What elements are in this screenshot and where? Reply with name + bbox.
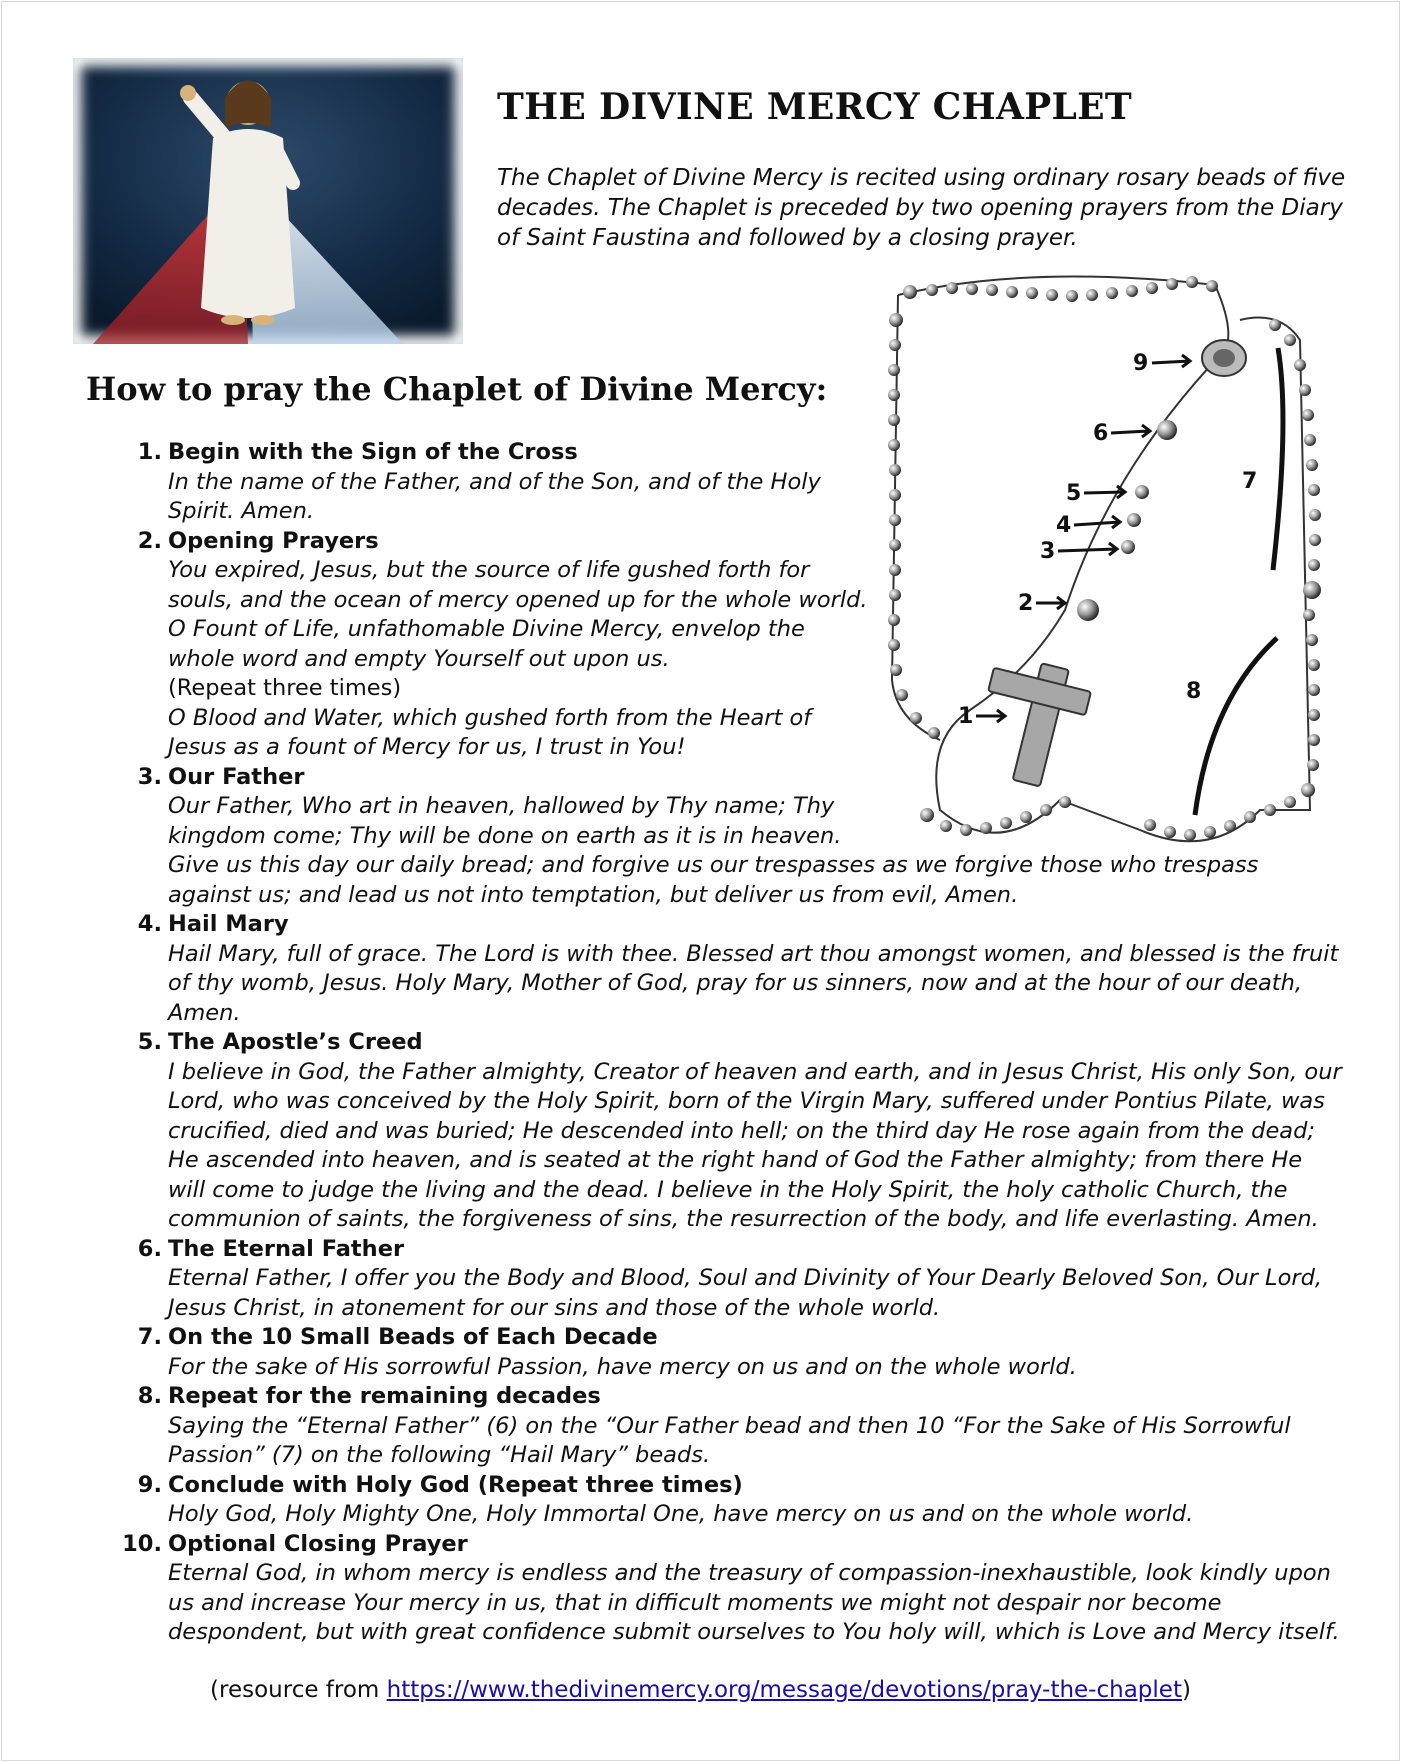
step-6 bbox=[118, 1235, 1343, 1324]
step-5 bbox=[118, 1028, 1343, 1235]
step-number: 5. bbox=[137, 1029, 162, 1055]
step-text: In the name of the Father, and of the Son, and of the Holy Spirit. Amen. bbox=[168, 468, 821, 524]
step-text-2: O Blood and Water, which gushed forth from the Heart of Jesus as a fount of Mercy for us, I trust in You! bbox=[168, 704, 812, 760]
step-10 bbox=[118, 1530, 1343, 1648]
step-title: Opening Prayers bbox=[168, 527, 379, 554]
step-number: 4. bbox=[137, 911, 162, 937]
step-text: Eternal Father, I offer you the Body and Blood, Soul and Divinity of Your Dearly Beloved Son, Our Lord, Jesus Christ, in atonement for our sins and those of the whole world. bbox=[168, 1265, 1323, 1321]
step-number: 7. bbox=[137, 1324, 162, 1350]
step-4 bbox=[118, 910, 1343, 1028]
step-8 bbox=[118, 1382, 1343, 1471]
source-suffix: ) bbox=[1181, 1677, 1191, 1703]
step-9 bbox=[118, 1471, 1343, 1530]
label-9: 9 bbox=[1133, 351, 1149, 376]
label-7: 7 bbox=[1242, 469, 1258, 494]
steps-list bbox=[118, 438, 1343, 1648]
step-text: For the sake of His sorrowful Passion, have mercy on us and on the whole world. bbox=[168, 1353, 1077, 1380]
step-title: The Eternal Father bbox=[168, 1235, 405, 1262]
step-text: Hail Mary, full of grace. The Lord is with thee. Blessed art thou amongst women, and blessed is the fruit of thy womb, Jesus. Holy Mary, Mother of God, pray for us sinners, now and at the hour of our death, Amen. bbox=[168, 940, 1339, 1026]
step-2 bbox=[118, 527, 1343, 763]
step-text-2: Give us this day our daily bread; and forgive us our trespasses as we forgive those who trespass against us; and lead us not into temptation, but deliver us from evil, Amen. bbox=[168, 852, 1259, 908]
section-heading: How to pray the Chaplet of Divine Mercy: bbox=[86, 370, 828, 408]
step-note: (Repeat three times) bbox=[168, 675, 402, 701]
medal bbox=[1202, 340, 1246, 376]
step-title: Conclude with Holy God (Repeat three times) bbox=[168, 1471, 743, 1498]
label-6: 6 bbox=[1093, 421, 1109, 446]
step-7 bbox=[118, 1323, 1343, 1382]
step-3 bbox=[118, 763, 1343, 911]
step-number: 1. bbox=[137, 439, 162, 465]
source-prefix: (resource from bbox=[210, 1677, 387, 1703]
step-title: Optional Closing Prayer bbox=[168, 1530, 468, 1557]
step-title: Begin with the Sign of the Cross bbox=[168, 439, 578, 465]
label-5: 5 bbox=[1066, 481, 1082, 506]
label-1: 1 bbox=[958, 704, 974, 729]
step-title: Hail Mary bbox=[168, 911, 289, 937]
step-number: 9. bbox=[137, 1471, 162, 1498]
step-title: On the 10 Small Beads of Each Decade bbox=[168, 1324, 658, 1350]
step-text: Eternal God, in whom mercy is endless and the treasury of compassion-inexhaustible, look kindly upon us and increase Your mercy in us, that in difficult moments we might not despair nor become despondent, but with great confidence submit ourselves to You holy will, which is Love and Mercy itself. bbox=[168, 1560, 1340, 1645]
step-number: 2. bbox=[137, 527, 162, 554]
step-number: 10. bbox=[122, 1530, 162, 1557]
step-title: Our Father bbox=[168, 763, 305, 790]
step-number: 8. bbox=[137, 1383, 162, 1409]
step-number: 3. bbox=[137, 763, 162, 790]
divine-mercy-image bbox=[73, 58, 463, 344]
label-3: 3 bbox=[1040, 539, 1056, 564]
step-text: Our Father, Who art in heaven, hallowed by Thy name; Thy kingdom come; Thy will be done on earth as it is in heaven. bbox=[168, 793, 842, 849]
step-text: You expired, Jesus, but the source of life gushed forth for souls, and the ocean of mercy opened up for the whole world. O Fount of Life, unfathomable Divine Mercy, envelop the whole word and empty Yourself out upon us. bbox=[168, 557, 868, 672]
label-8: 8 bbox=[1186, 679, 1202, 704]
step-number: 6. bbox=[137, 1235, 162, 1262]
source-link[interactable]: https://www.thedivinemercy.org/message/devotions/pray-the-chaplet bbox=[386, 1677, 1182, 1703]
step-title: Repeat for the remaining decades bbox=[168, 1383, 601, 1409]
step-text: Holy God, Holy Mighty One, Holy Immortal One, have mercy on us and on the whole world. bbox=[168, 1501, 1194, 1527]
step-text: I believe in God, the Father almighty, Creator of heaven and earth, and in Jesus Christ, His only Son, our Lord, who was conceived by the Holy Spirit, born of the Virgin Mary, suffered under Pontius Pilate, was crucified, died and was buried; He descended into hell; on the third day He rose again from the dead; He ascended into heaven, and is seated at the right hand of God the Father almighty; from there He will come to judge the living and the dead. I believe in the Holy Spirit, the holy catholic Church, the communion of saints, the forgiveness of sins, the resurrection of the body, and life everlasting. Amen. bbox=[168, 1058, 1342, 1232]
step-text: Saying the “Eternal Father” (6) on the “Our Father bead and then 10 “For the Sake of His Sorrowful Passion” (7) on the following “Hail Mary” beads. bbox=[168, 1412, 1291, 1468]
step-1 bbox=[118, 438, 1343, 527]
source-citation bbox=[0, 1677, 1401, 1703]
label-4: 4 bbox=[1056, 513, 1072, 538]
intro-paragraph: The Chaplet of Divine Mercy is recited using ordinary rosary beads of five decades. The Chaplet is preceded by two opening prayers from the Diary of Saint Faustina and followed by a closing prayer. bbox=[497, 165, 1346, 251]
step-title: The Apostle’s Creed bbox=[168, 1029, 423, 1055]
label-2: 2 bbox=[1018, 591, 1034, 616]
document-title: THE DIVINE MERCY CHAPLET bbox=[497, 86, 1132, 128]
